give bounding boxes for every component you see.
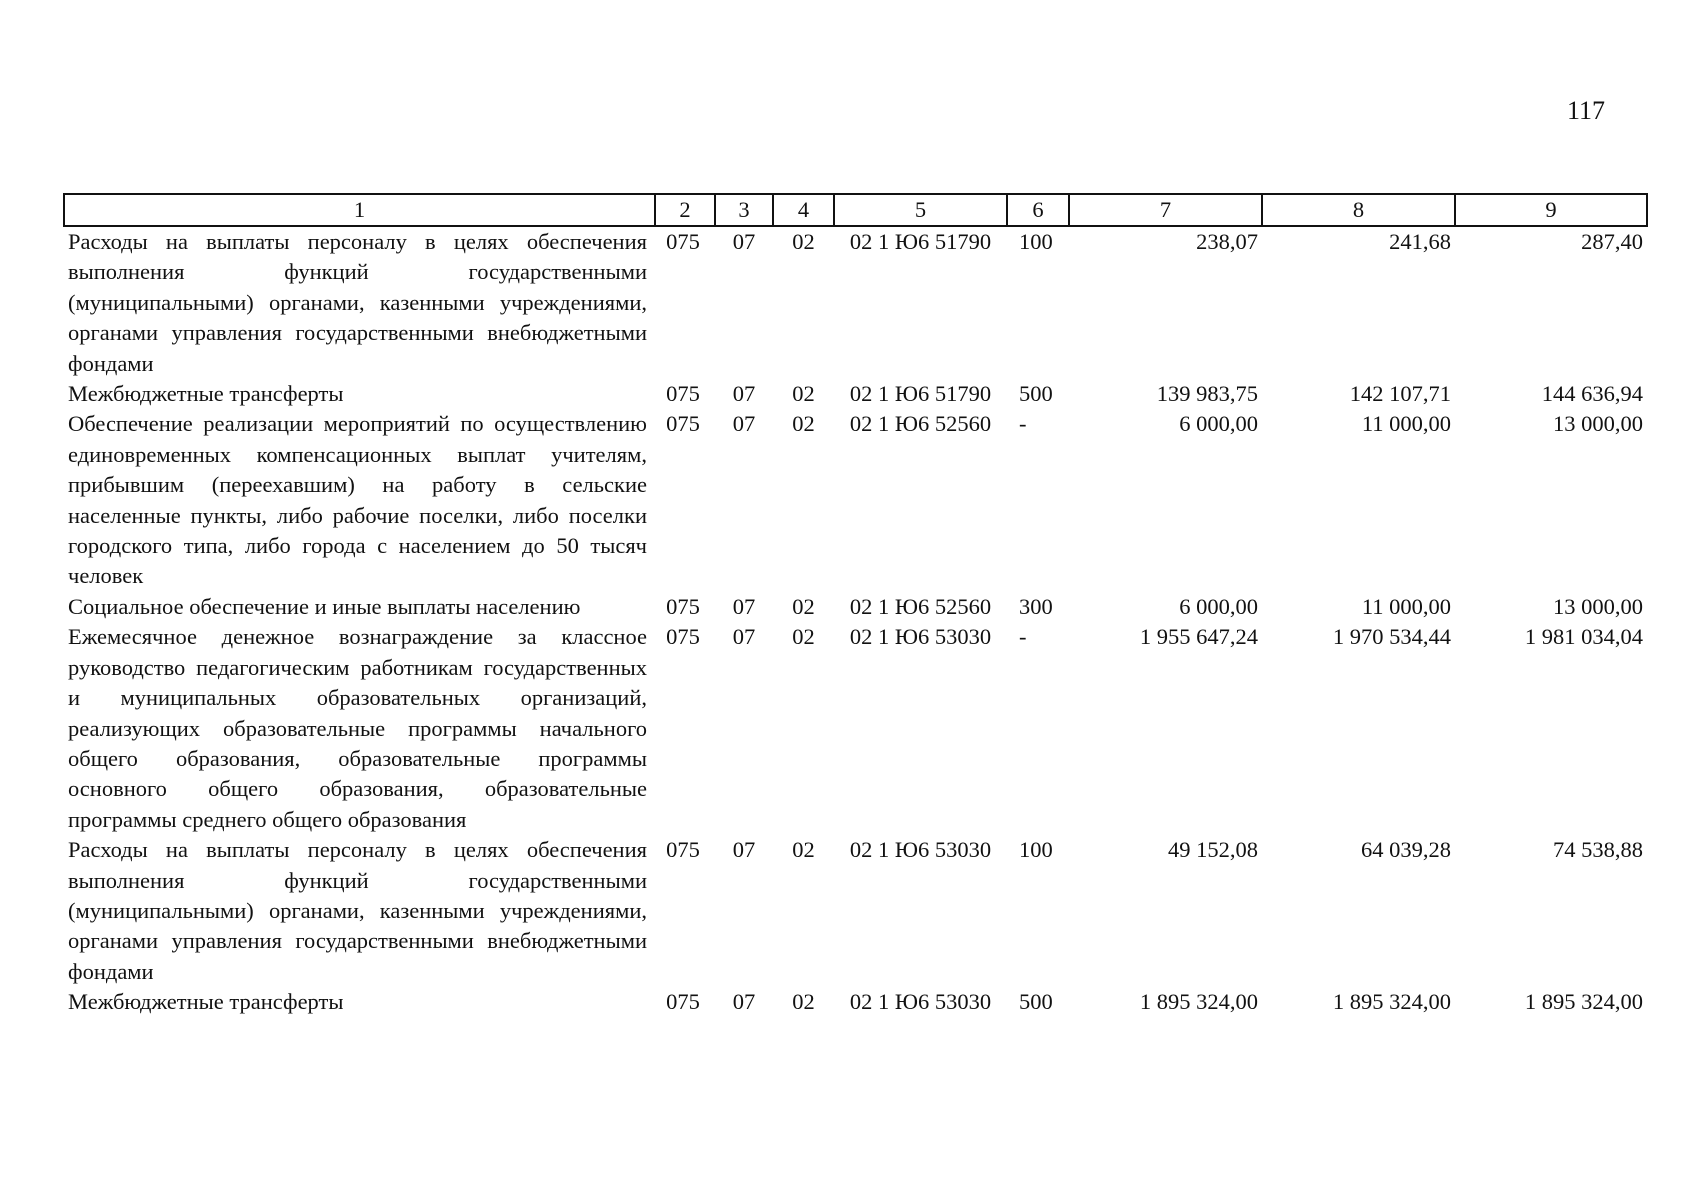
amount-col-9: 13 000,00 <box>1553 593 1643 619</box>
amount-col-7: 6 000,00 <box>1179 411 1258 437</box>
target-article-code: 02 1 Ю6 53030 <box>849 624 992 650</box>
table-row <box>64 226 1647 379</box>
admin-code: 075 <box>666 837 700 863</box>
expense-type-code: 100 <box>1019 229 1053 254</box>
target-article-code: 02 1 Ю6 52560 <box>849 593 992 619</box>
column-header-2: 2 <box>655 194 715 226</box>
subsection-code: 02 <box>792 989 815 1015</box>
column-header-7: 7 <box>1069 194 1262 226</box>
expense-type-code: 500 <box>1019 989 1053 1015</box>
admin-code: 075 <box>666 411 700 437</box>
budget-table <box>63 193 1648 1018</box>
target-article-code: 02 1 Ю6 51790 <box>849 229 992 254</box>
row-name: Расходы на выплаты персоналу в целях обеспечения выполнения функций государственными (муниципальными) органами, казенными учреждениями, органами управления государственными внебюджетными фондами <box>68 229 647 376</box>
amount-col-9: 1 895 324,00 <box>1524 989 1643 1015</box>
table-header-row <box>64 194 1647 226</box>
expense-type-code: 300 <box>1019 593 1053 619</box>
amount-col-8: 64 039,28 <box>1361 837 1451 863</box>
amount-col-9: 74 538,88 <box>1553 837 1643 863</box>
target-article-code: 02 1 Ю6 52560 <box>849 411 992 437</box>
amount-col-9: 287,40 <box>1581 229 1643 254</box>
admin-code: 075 <box>666 381 700 407</box>
expense-type-code: - <box>1019 624 1027 650</box>
subsection-code: 02 <box>792 593 815 619</box>
admin-code: 075 <box>666 624 700 650</box>
amount-col-8: 11 000,00 <box>1361 411 1451 437</box>
table-row <box>64 622 1647 835</box>
admin-code: 075 <box>666 989 700 1015</box>
column-header-1: 1 <box>64 194 655 226</box>
amount-col-7: 238,07 <box>1196 229 1258 254</box>
column-header-8: 8 <box>1262 194 1455 226</box>
column-header-5: 5 <box>834 194 1007 226</box>
section-code: 07 <box>732 229 756 254</box>
amount-col-7: 49 152,08 <box>1168 837 1258 863</box>
amount-col-9: 1 981 034,04 <box>1524 624 1643 650</box>
expense-type-code: 500 <box>1019 381 1053 407</box>
amount-col-8: 1 895 324,00 <box>1332 989 1451 1015</box>
amount-col-8: 1 970 534,44 <box>1332 624 1451 650</box>
page-number: 117 <box>1566 96 1605 125</box>
subsection-code: 02 <box>792 411 815 437</box>
amount-col-9: 13 000,00 <box>1553 411 1643 437</box>
amount-col-7: 1 955 647,24 <box>1139 624 1258 650</box>
amount-col-7: 1 895 324,00 <box>1139 989 1258 1015</box>
target-article-code: 02 1 Ю6 53030 <box>849 837 992 863</box>
subsection-code: 02 <box>792 229 815 254</box>
section-code: 07 <box>732 837 756 863</box>
section-code: 07 <box>732 624 756 650</box>
row-name: Межбюджетные трансферты <box>68 381 344 407</box>
table-row <box>64 379 1647 409</box>
section-code: 07 <box>732 989 756 1015</box>
section-code: 07 <box>732 411 756 437</box>
amount-col-8: 241,68 <box>1389 229 1451 254</box>
table-row <box>64 987 1647 1017</box>
subsection-code: 02 <box>792 381 815 407</box>
admin-code: 075 <box>666 229 700 254</box>
amount-col-7: 139 983,75 <box>1156 381 1258 407</box>
row-name: Социальное обеспечение и иные выплаты населению <box>68 593 581 619</box>
row-name: Обеспечение реализации мероприятий по осуществлению единовременных компенсационных выплат учителям, прибывшим (переехавшим) на работу в сельские населенные пункты, либо рабочие поселки, либо поселки городского типа, либо города с населением до 50 тысяч человек <box>68 411 647 589</box>
amount-col-8: 11 000,00 <box>1361 593 1451 619</box>
subsection-code: 02 <box>792 837 815 863</box>
row-name: Расходы на выплаты персоналу в целях обеспечения выполнения функций государственными (муниципальными) органами, казенными учреждениями, органами управления государственными внебюджетными фондами <box>68 837 647 984</box>
admin-code: 075 <box>666 593 700 619</box>
expense-type-code: - <box>1019 411 1027 437</box>
row-name: Межбюджетные трансферты <box>68 989 344 1015</box>
expense-type-code: 100 <box>1019 837 1053 863</box>
column-header-6: 6 <box>1007 194 1069 226</box>
column-header-4: 4 <box>773 194 834 226</box>
column-header-9: 9 <box>1455 194 1647 226</box>
row-name: Ежемесячное денежное вознаграждение за классное руководство педагогическим работникам государственных и муниципальных образовательных организаций, реализующих образовательные программы начального общего образования, образовательные программы основного общего образования, образовательные программы среднего общего образования <box>68 624 647 832</box>
table-row <box>64 592 1647 622</box>
table-row <box>64 835 1647 987</box>
amount-col-9: 144 636,94 <box>1541 381 1643 407</box>
amount-col-7: 6 000,00 <box>1179 593 1258 619</box>
column-header-3: 3 <box>715 194 773 226</box>
section-code: 07 <box>732 381 756 407</box>
subsection-code: 02 <box>792 624 815 650</box>
target-article-code: 02 1 Ю6 53030 <box>849 989 992 1015</box>
section-code: 07 <box>732 593 756 619</box>
table-row <box>64 409 1647 591</box>
amount-col-8: 142 107,71 <box>1349 381 1451 407</box>
target-article-code: 02 1 Ю6 51790 <box>849 381 992 407</box>
